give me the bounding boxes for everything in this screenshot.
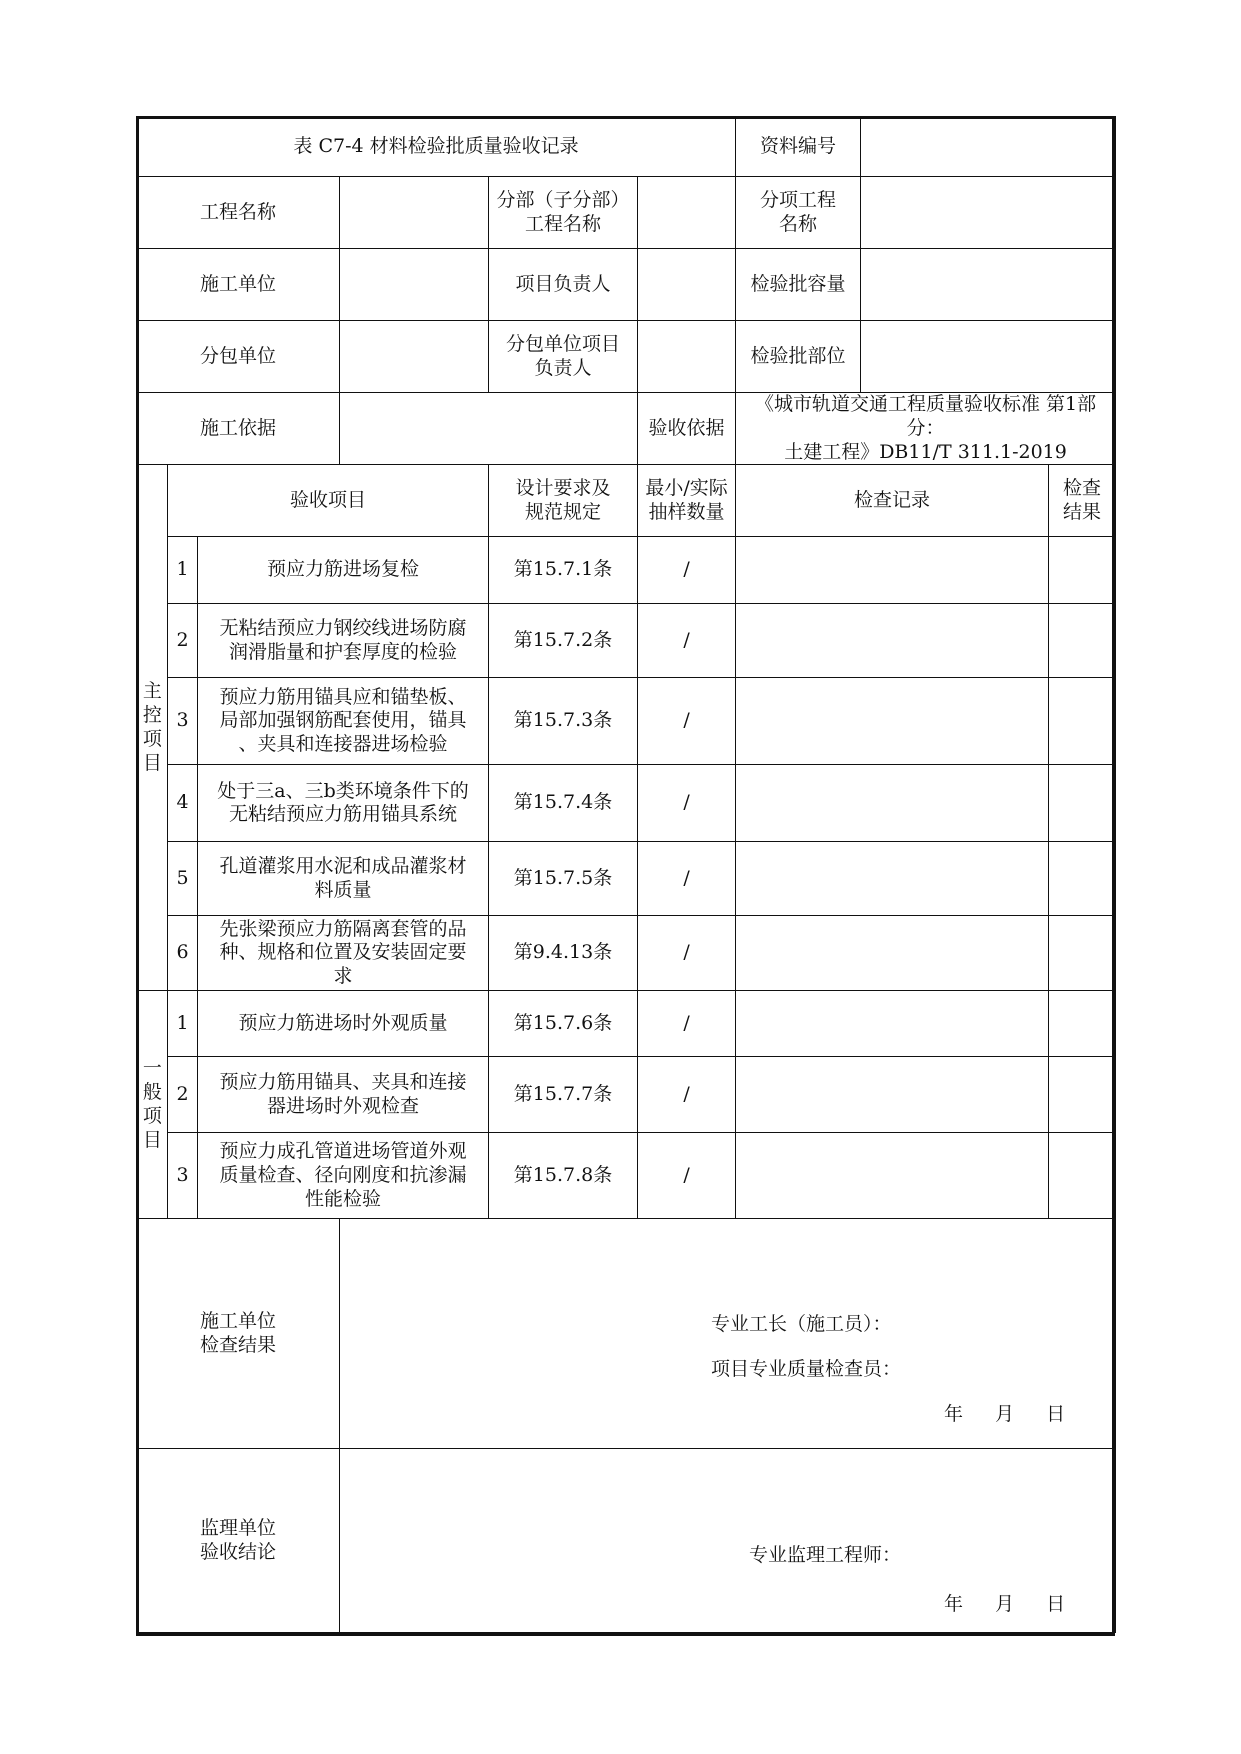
sample-count: /: [638, 604, 736, 678]
acceptance-basis-label: 验收依据: [638, 393, 736, 465]
clause-ref: 第15.7.7条: [489, 1057, 638, 1133]
project-manager-label: 项目负责人: [489, 249, 638, 321]
row-number: 1: [168, 991, 198, 1057]
clause-ref: 第15.7.6条: [489, 991, 638, 1057]
col-design-req-header: 设计要求及 规范规定: [489, 465, 638, 537]
inspector-signature-label: 项目专业质量检查员：: [711, 1358, 902, 1381]
check-record-field[interactable]: [736, 991, 1049, 1057]
sub-item-label: 分项工程 名称: [736, 177, 861, 249]
col-result-header: 检查 结果: [1049, 465, 1116, 537]
clause-ref: 第15.7.3条: [489, 678, 638, 765]
table-row: [137, 916, 1116, 991]
check-result-field[interactable]: [1049, 604, 1116, 678]
sample-count: /: [638, 1057, 736, 1133]
table-row: [137, 1133, 1116, 1219]
row-number: 4: [168, 765, 198, 842]
doc-no-field[interactable]: [861, 117, 1116, 177]
row-number: 5: [168, 842, 198, 916]
check-result-field[interactable]: [1049, 1057, 1116, 1133]
acceptance-basis-value: 《城市轨道交通工程质量验收标准 第1部分： 土建工程》DB11/T 311.1-2019: [736, 393, 1116, 465]
subcontractor-field[interactable]: [340, 321, 489, 393]
check-result-field[interactable]: [1049, 916, 1116, 991]
sample-count: /: [638, 765, 736, 842]
clause-ref: 第15.7.2条: [489, 604, 638, 678]
row-number: 3: [168, 1133, 198, 1219]
col-item-header: 验收项目: [168, 465, 489, 537]
batch-location-field[interactable]: [861, 321, 1116, 393]
row-number: 1: [168, 537, 198, 604]
supervisor-check-area[interactable]: [340, 1449, 1116, 1633]
table-row: [137, 765, 1116, 842]
item-description: 预应力筋进场时外观质量: [198, 991, 489, 1057]
item-description: 无粘结预应力钢绞线进场防腐 润滑脂量和护套厚度的检验: [198, 604, 489, 678]
clause-ref: 第9.4.13条: [489, 916, 638, 991]
batch-capacity-label: 检验批容量: [736, 249, 861, 321]
sample-count: /: [638, 916, 736, 991]
clause-ref: 第15.7.1条: [489, 537, 638, 604]
table-row: [137, 991, 1116, 1057]
item-description: 预应力筋用锚具应和锚垫板、 局部加强钢筋配套使用，锚具 、夹具和连接器进场检验: [198, 678, 489, 765]
project-manager-field[interactable]: [638, 249, 736, 321]
sample-count: /: [638, 842, 736, 916]
row-number: 6: [168, 916, 198, 991]
batch-location-label: 检验批部位: [736, 321, 861, 393]
construction-basis-field[interactable]: [340, 393, 638, 465]
main-control-group-label: 主控项目: [137, 465, 168, 991]
sub-manager-label: 分包单位项目 负责人: [489, 321, 638, 393]
check-record-field[interactable]: [736, 842, 1049, 916]
item-description: 预应力筋用锚具、夹具和连接 器进场时外观检查: [198, 1057, 489, 1133]
inspection-record-table: [136, 116, 1116, 1633]
project-name-label: 工程名称: [137, 177, 340, 249]
check-record-field[interactable]: [736, 1057, 1049, 1133]
contractor-date: 年 月 日: [944, 1403, 1066, 1426]
item-description: 预应力成孔管道进场管道外观 质量检查、径向刚度和抗渗漏 性能检验: [198, 1133, 489, 1219]
item-description: 先张梁预应力筋隔离套管的品 种、规格和位置及安装固定要 求: [198, 916, 489, 991]
contractor-check-area[interactable]: [340, 1219, 1116, 1449]
check-record-field[interactable]: [736, 678, 1049, 765]
check-result-field[interactable]: [1049, 678, 1116, 765]
subcontractor-label: 分包单位: [137, 321, 340, 393]
table-row: [137, 842, 1116, 916]
col-sample-header: 最小/实际 抽样数量: [638, 465, 736, 537]
clause-ref: 第15.7.8条: [489, 1133, 638, 1219]
check-result-field[interactable]: [1049, 842, 1116, 916]
sample-count: /: [638, 678, 736, 765]
sample-count: /: [638, 537, 736, 604]
sample-count: /: [638, 1133, 736, 1219]
supervisor-date: 年 月 日: [944, 1593, 1066, 1616]
contractor-field[interactable]: [340, 249, 489, 321]
item-description: 预应力筋进场复检: [198, 537, 489, 604]
clause-ref: 第15.7.5条: [489, 842, 638, 916]
doc-no-label: 资料编号: [736, 117, 861, 177]
sub-division-field[interactable]: [638, 177, 736, 249]
row-number: 2: [168, 1057, 198, 1133]
check-record-field[interactable]: [736, 537, 1049, 604]
sub-manager-field[interactable]: [638, 321, 736, 393]
batch-capacity-field[interactable]: [861, 249, 1116, 321]
general-group-label: 一般项目: [137, 991, 168, 1219]
sample-count: /: [638, 991, 736, 1057]
sub-item-field[interactable]: [861, 177, 1116, 249]
project-name-field[interactable]: [340, 177, 489, 249]
check-result-field[interactable]: [1049, 991, 1116, 1057]
supervisor-signature-label: 专业监理工程师：: [749, 1544, 902, 1567]
form-title: 表 C7-4 材料检验批质量验收记录: [137, 117, 736, 177]
check-record-field[interactable]: [736, 765, 1049, 842]
check-record-field[interactable]: [736, 916, 1049, 991]
check-result-field[interactable]: [1049, 1133, 1116, 1219]
supervisor-check-label: 监理单位 验收结论: [137, 1449, 340, 1633]
clause-ref: 第15.7.4条: [489, 765, 638, 842]
item-description: 孔道灌浆用水泥和成品灌浆材 料质量: [198, 842, 489, 916]
contractor-label: 施工单位: [137, 249, 340, 321]
sub-division-label: 分部（子分部） 工程名称: [489, 177, 638, 249]
table-row: [137, 678, 1116, 765]
row-number: 2: [168, 604, 198, 678]
check-record-field[interactable]: [736, 1133, 1049, 1219]
table-row: [137, 1057, 1116, 1133]
item-description: 处于三a、三b类环境条件下的 无粘结预应力筋用锚具系统: [198, 765, 489, 842]
row-number: 3: [168, 678, 198, 765]
contractor-check-label: 施工单位 检查结果: [137, 1219, 340, 1449]
check-record-field[interactable]: [736, 604, 1049, 678]
col-record-header: 检查记录: [736, 465, 1049, 537]
check-result-field[interactable]: [1049, 537, 1116, 604]
check-result-field[interactable]: [1049, 765, 1116, 842]
construction-basis-label: 施工依据: [137, 393, 340, 465]
table-row: [137, 537, 1116, 604]
table-row: [137, 604, 1116, 678]
foreman-signature-label: 专业工长（施工员）：: [711, 1313, 892, 1336]
